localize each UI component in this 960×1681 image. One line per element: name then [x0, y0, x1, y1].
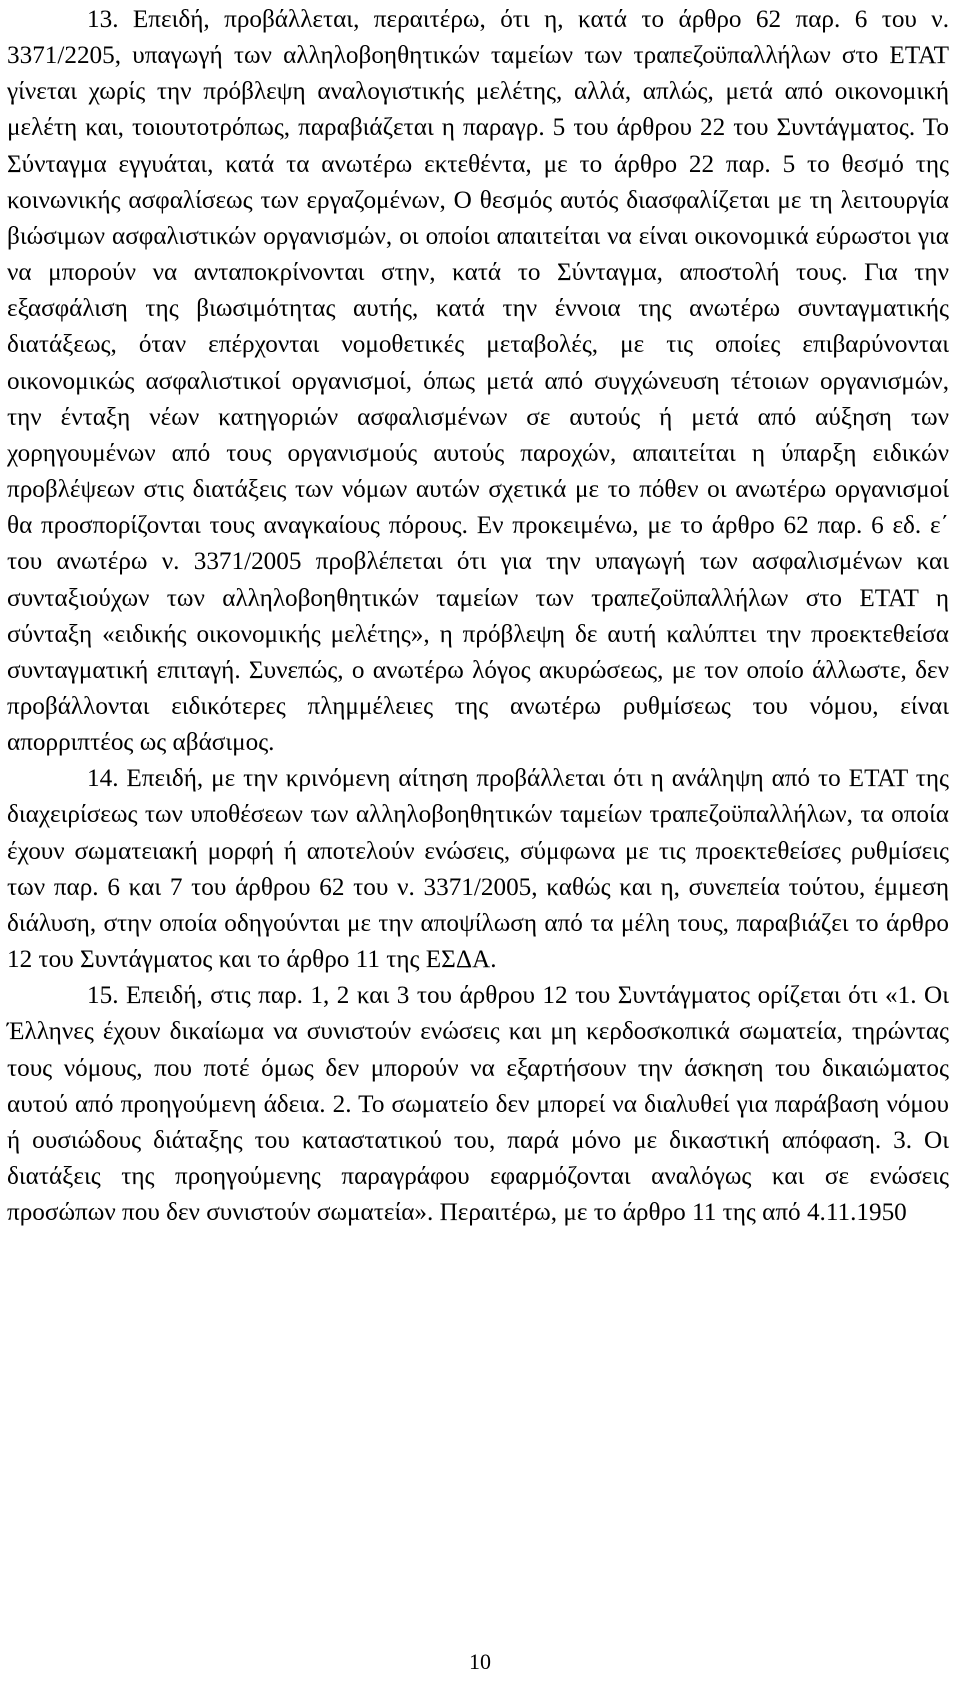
paragraph-14: 14. Επειδή, με την κρινόμενη αίτηση προβάλλεται ότι η ανάληψη από το ΕΤΑΤ της διαχειρίσεως των υποθέσεων των αλληλοβοηθητικών ταμείων τραπεζοϋπαλλήλων, τα οποία έχουν σωματειακή μορφή ή αποτελούν ενώσεις, σύμφωνα με τις προεκτεθείσες ρυθμίσεις των παρ. 6 και 7 του άρθρου 62 του ν. 3371/2005, καθώς και η, συνεπεία τούτου, έμμεση διάλυση, στην οποία οδηγούνται με την αποψίλωση από τα μέλη τους, παραβιάζει το άρθρο 12 του Συντάγματος και το άρθρο 11 της ΕΣΔΑ. — [7, 765, 949, 974]
paragraph-15: 15. Επειδή, στις παρ. 1, 2 και 3 του άρθρου 12 του Συντάγματος ορίζεται ότι «1. Οι Έλληνες έχουν δικαίωμα να συνιστούν ενώσεις και μη κερδοσκοπικά σωματεία, τηρώντας τους νόμους, που ποτέ όμως δεν μπορούν να εξαρτήσουν την άσκηση του δικαιώματος αυτού από προηγούμενη άδεια. 2. Το σωματείο δεν μπορεί να διαλυθεί για παράβαση νόμου ή ουσιώδους διάταξης του καταστατικού του, παρά μόνο με δικαστική απόφαση. 3. Οι διατάξεις της προηγούμενης παραγράφου εφαρμόζονται αναλόγως και σε ενώσεις προσώπων που δεν συνιστούν σωματεία». Περαιτέρω, με το άρθρο 11 της από 4.11.1950 — [7, 982, 949, 1227]
document-page — [7, 2, 949, 1231]
page-number: 10 — [469, 1649, 491, 1674]
paragraph-13: 13. Επειδή, προβάλλεται, περαιτέρω, ότι η, κατά το άρθρο 62 παρ. 6 του ν. 3371/2205, υπαγωγή των αλληλοβοηθητικών ταμείων των τραπεζοϋπαλλήλων στο ΕΤΑΤ γίνεται χωρίς την πρόβλεψη αναλογιστικής μελέτης, αλλά, απλώς, μετά από οικονομική μελέτη και, τοιουτοτρόπως, παραβιάζεται η παραγρ. 5 του άρθρου 22 του Συντάγματος. Το Σύνταγμα εγγυάται, κατά τα ανωτέρω εκτεθέντα, με το άρθρο 22 παρ. 5 το θεσμό της κοινωνικής ασφαλίσεως των εργαζομένων, Ο θεσμός αυτός διασφαλίζεται με τη λειτουργία βιώσιμων ασφαλιστικών οργανισμών, οι οποίοι απαιτείται να είναι οικονομικά εύρωστοι για να μπορούν να ανταποκρίνονται στην, κατά το Σύνταγμα, αποστολή τους. Για την εξασφάλιση της βιωσιμότητας αυτής, κατά την έννοια της ανωτέρω συνταγματικής διατάξεως, όταν επέρχονται νομοθετικές μεταβολές, με τις οποίες επιβαρύνονται οικονομικώς ασφαλιστικοί οργανισμοί, όπως μετά από συγχώνευση τέτοιων οργανισμών, την ένταξη νέων κατηγοριών ασφαλισμένων σε αυτούς ή μετά από αύξηση των χορηγουμένων από τους οργανισμούς αυτούς παροχών, απαιτείται η ύπαρξη ειδικών προβλέψεων στις διατάξεις των νόμων αυτών σχετικά με το πόθεν οι ανωτέρω οργανισμοί θα προσπορίζονται τους αναγκαίους πόρους. Εν προκειμένω, με το άρθρο 62 παρ. 6 εδ. ε΄ του ανωτέρω ν. 3371/2005 προβλέπεται ότι για την υπαγωγή των ασφαλισμένων και συνταξιούχων των αλληλοβοηθητικών ταμείων των τραπεζοϋπαλλήλων στο ΕΤΑΤ η σύνταξη «ειδικής οικονομικής μελέτης», η πρόβλεψη δε αυτή καλύπτει την προεκτεθείσα συνταγματική επιταγή. Συνεπώς, ο ανωτέρω λόγος ακυρώσεως, με τον οποίο άλλωστε, δεν προβάλλονται ειδικότερες πλημμέλειες της ανωτέρω ρυθμίσεως του νόμου, είναι απορριπτέος ως αβάσιμος. — [7, 6, 949, 757]
